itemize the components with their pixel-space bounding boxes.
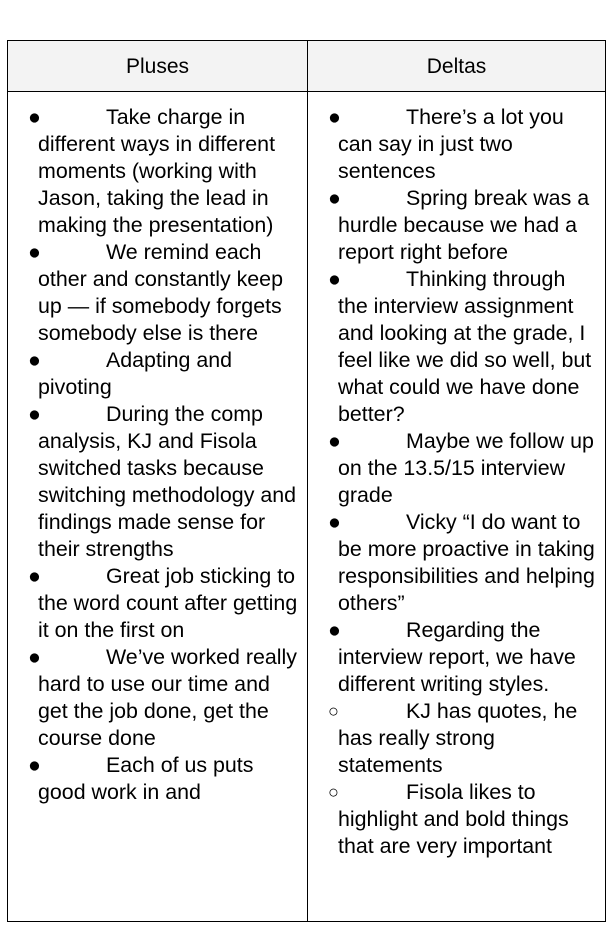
list-item — [308, 104, 605, 185]
list-item — [8, 104, 307, 239]
deltas-list — [308, 104, 605, 860]
list-item-text: We remind each other and constantly keep up — if somebody forgets somebody else is there — [38, 240, 283, 345]
list-item-text: Take charge in different ways in different moments (working with Jason, taking the lead in making the presentation) — [38, 105, 276, 237]
list-item-text: Great job sticking to the word count after getting it on the first on — [38, 564, 298, 642]
bullet-icon: ● — [328, 618, 341, 642]
list-item — [308, 185, 605, 266]
list-item-text: Spring break was a hurdle because we had a report right before — [338, 186, 590, 264]
list-item — [8, 752, 307, 806]
list-item-text: Maybe we follow up on the 13.5/15 interview grade — [338, 429, 594, 507]
list-item-text: Vicky “I do want to be more proactive in taking responsibilities and helping others” — [338, 510, 595, 615]
pluses-column — [8, 104, 307, 806]
list-item — [308, 509, 605, 617]
list-item-text: There’s a lot you can say in just two sentences — [338, 105, 564, 183]
list-item-text: Adapting and pivoting — [38, 348, 233, 399]
hollow-bullet-icon: ○ — [328, 782, 339, 802]
sub-list-item — [308, 698, 605, 779]
sub-list-item — [308, 779, 605, 860]
bullet-icon: ● — [28, 753, 41, 777]
list-item — [8, 239, 307, 347]
list-item-text: Each of us puts good work in and — [38, 753, 254, 804]
list-item — [8, 644, 307, 752]
list-item — [8, 401, 307, 563]
list-item — [308, 266, 605, 428]
list-item-text: We’ve worked really hard to use our time and get the job done, get the course done — [38, 645, 298, 750]
pluses-header: Pluses — [125, 55, 190, 78]
bullet-icon: ● — [328, 429, 341, 453]
list-item — [8, 563, 307, 644]
bullet-icon: ● — [28, 240, 41, 264]
list-item-text: During the comp analysis, KJ and Fisola switched tasks because switching methodology and findings made sense for their strengths — [38, 402, 297, 561]
bullet-icon: ● — [328, 105, 341, 129]
bullet-icon: ● — [28, 105, 41, 129]
bullet-icon: ● — [28, 645, 41, 669]
deltas-column — [308, 104, 605, 860]
list-item-text: KJ has quotes, he has really strong statements — [338, 699, 578, 777]
list-item — [8, 347, 307, 401]
bullet-icon: ● — [328, 267, 341, 291]
plus-delta-table — [7, 40, 606, 922]
bullet-icon: ● — [328, 510, 341, 534]
list-item-text: Thinking through the interview assignment and looking at the grade, I feel like we did so well, but what could we have done better? — [338, 267, 592, 426]
bullet-icon: ● — [28, 564, 41, 588]
bullet-icon: ● — [28, 402, 41, 426]
list-item-text: Fisola likes to highlight and bold things that are very important — [338, 780, 569, 858]
hollow-bullet-icon: ○ — [328, 701, 339, 721]
list-item — [308, 617, 605, 698]
bullet-icon: ● — [328, 186, 341, 210]
list-item-text: Regarding the interview report, we have different writing styles. — [338, 618, 576, 696]
list-item — [308, 428, 605, 509]
bullet-icon: ● — [28, 348, 41, 372]
pluses-list — [8, 104, 307, 806]
deltas-header: Deltas — [426, 55, 487, 78]
